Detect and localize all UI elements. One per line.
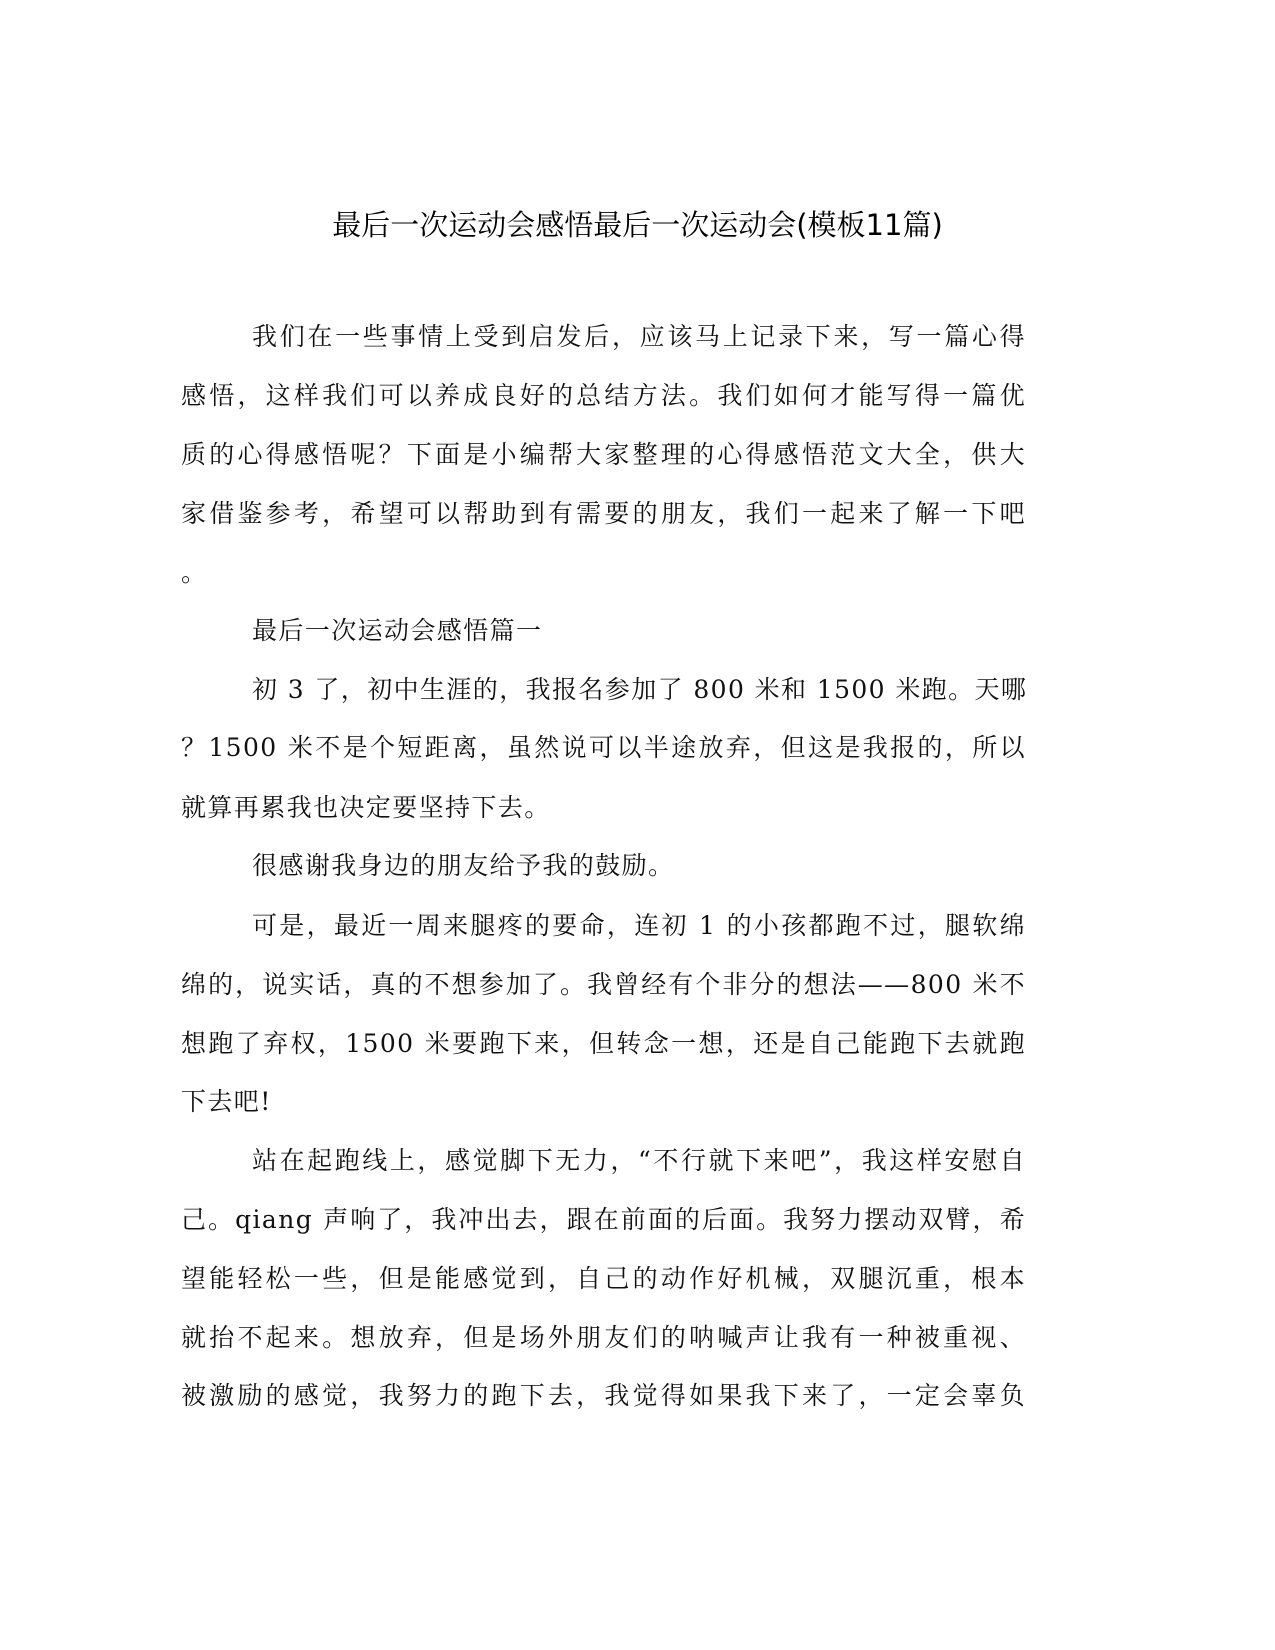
paragraph-line: 被激励的感觉，我努力的跑下去，我觉得如果我下来了，一定会辜负 bbox=[181, 1381, 1026, 1410]
paragraph-line: 绵的，说实话，真的不想参加了。我曾经有个非分的想法——800 米不 bbox=[181, 970, 1026, 999]
paragraph-line: 就算再累我也决定要坚持下去。 bbox=[181, 793, 551, 822]
paragraph-line: 可是，最近一周来腿疼的要命，连初 1 的小孩都跑不过，腿软绵 bbox=[252, 911, 1026, 940]
paragraph-line: 望能轻松一些，但是能感觉到，自己的动作好机械，双腿沉重，根本 bbox=[181, 1264, 1026, 1293]
paragraph-line: 家借鉴参考，希望可以帮助到有需要的朋友，我们一起来了解一下吧 bbox=[181, 499, 1026, 528]
document-title: 最后一次运动会感悟最后一次运动会(模板11篇) bbox=[332, 208, 943, 242]
paragraph-line: 己。qiang 声响了，我冲出去，跟在前面的后面。我努力摆动双臂，希 bbox=[181, 1205, 1026, 1234]
paragraph-line: 质的心得感悟呢？下面是小编帮大家整理的心得感悟范文大全，供大 bbox=[181, 440, 1026, 469]
paragraph-line: 想跑了弃权，1500 米要跑下来，但转念一想，还是自己能跑下去就跑 bbox=[181, 1029, 1026, 1058]
paragraph-line: 。 bbox=[181, 558, 208, 587]
paragraph-line: 我们在一些事情上受到启发后，应该马上记录下来，写一篇心得 bbox=[252, 322, 1026, 351]
paragraph-line: 就抬不起来。想放弃，但是场外朋友们的呐喊声让我有一种被重视、 bbox=[181, 1323, 1026, 1352]
paragraph-line: 感悟，这样我们可以养成良好的总结方法。我们如何才能写得一篇优 bbox=[181, 381, 1026, 410]
paragraph-line: 站在起跑线上，感觉脚下无力，“不行就下来吧”，我这样安慰自 bbox=[252, 1146, 1026, 1175]
paragraph-line: ？1500 米不是个短距离，虽然说可以半途放弃，但这是我报的，所以 bbox=[181, 733, 1026, 762]
paragraph-line: 下去吧! bbox=[181, 1087, 272, 1116]
paragraph-line: 初 3 了，初中生涯的，我报名参加了 800 米和 1500 米跑。天哪 bbox=[252, 675, 1028, 704]
paragraph-line: 很感谢我身边的朋友给予我的鼓励。 bbox=[252, 851, 675, 880]
section-heading: 最后一次运动会感悟篇一 bbox=[252, 616, 543, 645]
